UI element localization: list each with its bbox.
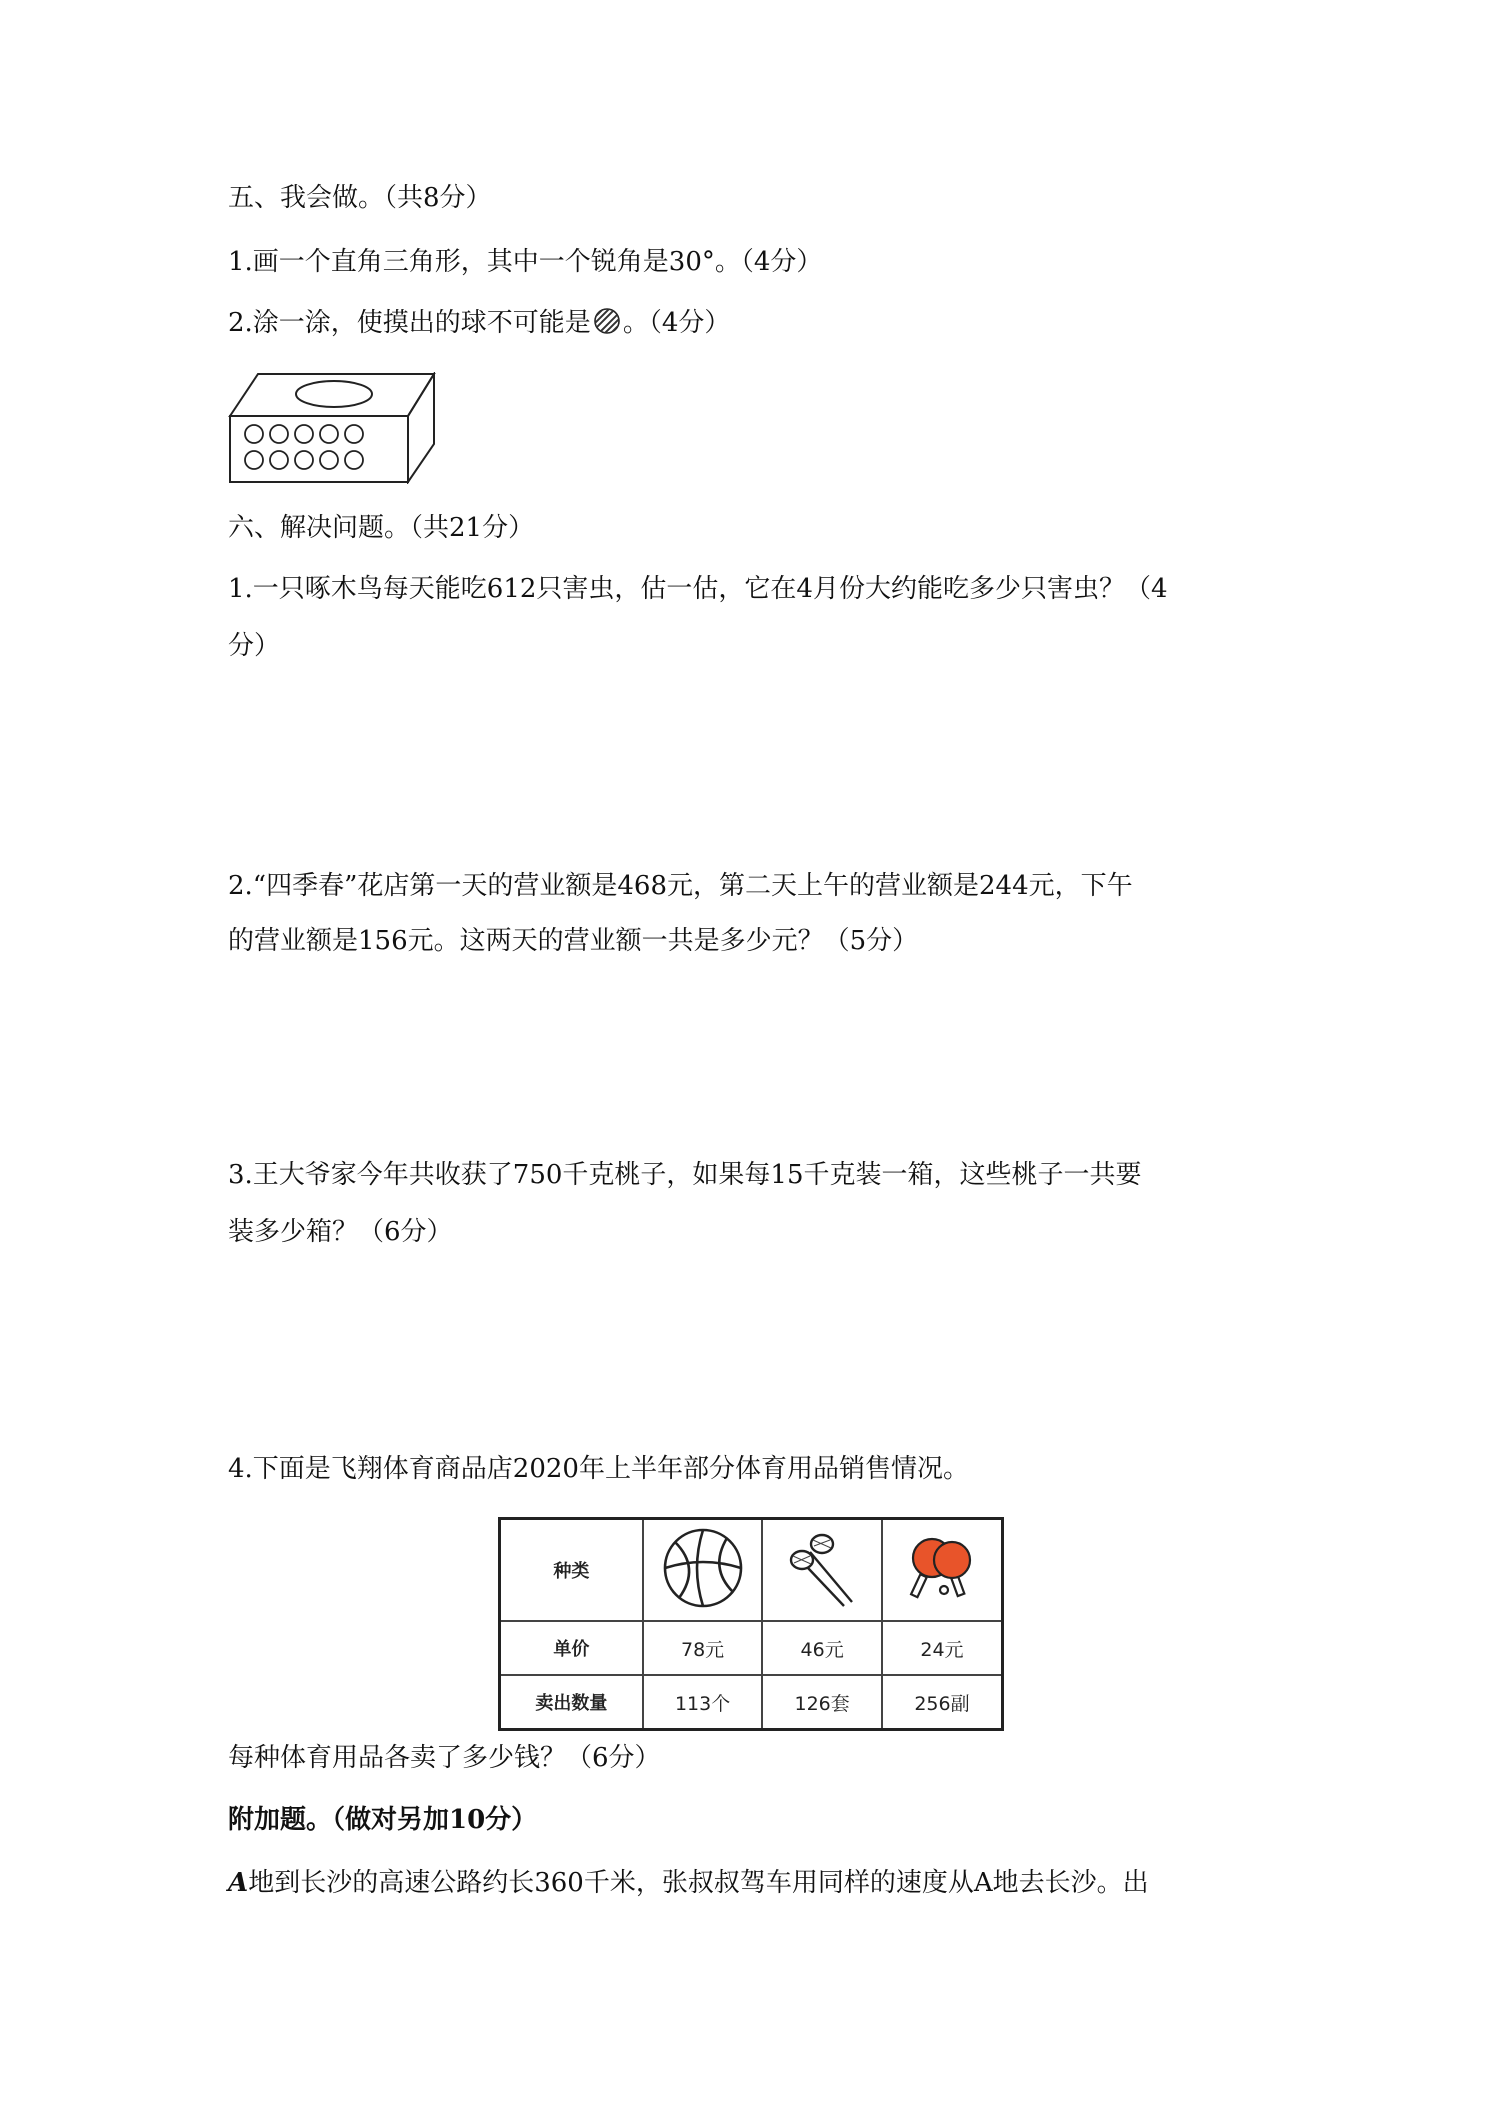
ball-box-figure: [228, 372, 436, 484]
question-6-4-intro: 4.下面是飞翔体育商品店2020年上半年部分体育用品销售情况。: [228, 1454, 969, 1484]
question-6-1-line2: 分）: [228, 631, 281, 661]
bonus-heading: 附加题。（做对另加10分）: [228, 1805, 538, 1835]
basketball-icon: [643, 1519, 763, 1622]
question-6-3-line1: 3.王大爷家今年共收获了750千克桃子，如果每15千克装一箱，这些桃子一共要: [228, 1160, 1142, 1190]
table-row: [500, 1675, 1003, 1730]
balls-grid: [245, 425, 363, 469]
question-5-2: [228, 305, 730, 341]
row-label-price: 单价: [500, 1621, 643, 1675]
table-row: [500, 1621, 1003, 1675]
question-6-1-line1: 1.一只啄木鸟每天能吃612只害虫，估一估，它在4月份大约能吃多少只害虫？（4: [228, 574, 1168, 604]
section-6-heading: 六、解决问题。（共21分）: [228, 513, 535, 543]
bonus-question-text: 地到长沙的高速公路约长360千米，张叔叔驾车用同样的速度从A地去长沙。出: [248, 1868, 1149, 1898]
qty-basketball: 113个: [643, 1675, 763, 1730]
qty-badminton: 126套: [762, 1675, 882, 1730]
price-badminton: 46元: [762, 1621, 882, 1675]
question-6-4-question: 每种体育用品各卖了多少钱？（6分）: [228, 1743, 661, 1773]
question-5-2-points: 。（4分）: [622, 308, 731, 338]
question-5-2-text: 2.涂一涂，使摸出的球不可能是: [228, 308, 591, 338]
ping-pong-paddles-icon: [882, 1519, 1003, 1622]
row-label-quantity: 卖出数量: [500, 1675, 643, 1730]
sales-table: [498, 1517, 1004, 1731]
row-label-category: 种类: [500, 1519, 643, 1622]
bonus-question: [228, 1865, 1149, 1901]
qty-pingpong: 256副: [882, 1675, 1003, 1730]
question-5-1: 1.画一个直角三角形，其中一个锐角是30°。（4分）: [228, 247, 823, 277]
section-5-heading: 五、我会做。（共8分）: [228, 183, 492, 213]
table-row: [500, 1519, 1003, 1622]
question-6-2-line1: 2.“四季春”花店第一天的营业额是468元，第二天上午的营业额是244元，下午: [228, 871, 1133, 901]
striped-ball-icon: [593, 307, 621, 335]
question-6-3-line2: 装多少箱？（6分）: [228, 1217, 453, 1247]
question-6-2-line2: 的营业额是156元。这两天的营业额一共是多少元？（5分）: [228, 926, 919, 956]
bonus-point-a: A: [228, 1868, 249, 1898]
price-pingpong: 24元: [882, 1621, 1003, 1675]
badminton-rackets-icon: [762, 1519, 882, 1622]
price-basketball: 78元: [643, 1621, 763, 1675]
